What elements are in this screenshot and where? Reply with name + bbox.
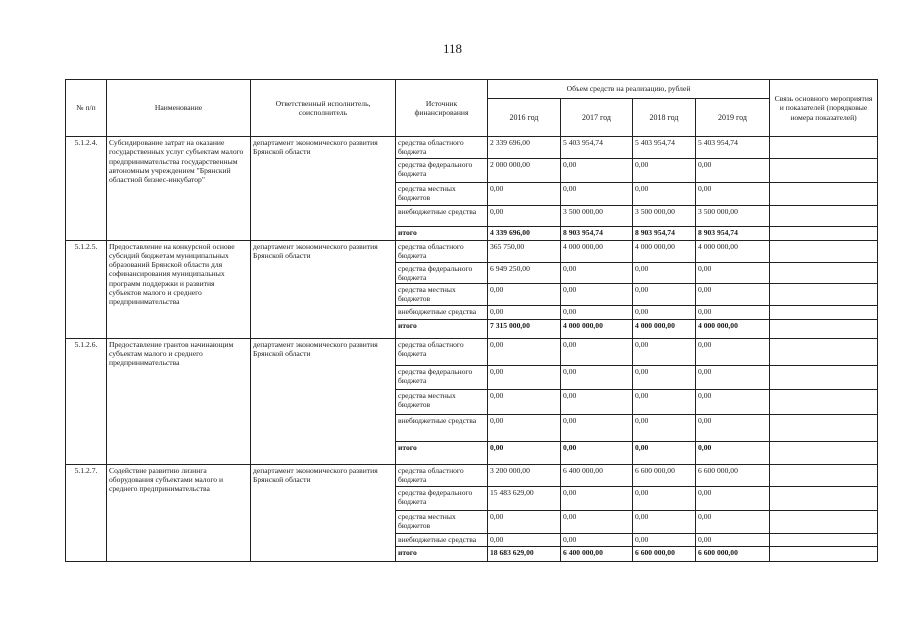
amount-cell: 0,00 xyxy=(633,486,696,510)
funding-source: средства федерального бюджета xyxy=(396,486,488,510)
table-row xyxy=(66,338,878,365)
amount-cell: 0,00 xyxy=(633,158,696,182)
amount-cell: 0,00 xyxy=(561,365,633,389)
amount-cell: 0,00 xyxy=(488,284,561,306)
funding-source: средства местных бюджетов xyxy=(396,510,488,533)
amount-cell: 0,00 xyxy=(696,305,770,319)
amount-cell: 0,00 xyxy=(488,365,561,389)
amount-cell: 3 500 000,00 xyxy=(696,205,770,226)
funding-source: средства местных бюджетов xyxy=(396,389,488,414)
indicator-link-cell xyxy=(770,389,878,414)
amount-cell: 5 403 954,74 xyxy=(696,137,770,159)
section-number: 5.1.2.7. xyxy=(66,464,107,561)
amount-cell: 6 949 250,00 xyxy=(488,262,561,284)
section-number: 5.1.2.6. xyxy=(66,338,107,464)
amount-cell: 7 315 000,00 xyxy=(488,319,561,338)
funding-source: внебюджетные средства xyxy=(396,305,488,319)
amount-cell: 0,00 xyxy=(488,389,561,414)
indicator-link-cell xyxy=(770,464,878,486)
amount-cell: 8 903 954,74 xyxy=(633,226,696,240)
amount-cell: 0,00 xyxy=(696,414,770,441)
amount-cell: 0,00 xyxy=(488,305,561,319)
section-name: Содействие развитию лизинга оборудования субъектами малого и среднего предпринимательства xyxy=(107,464,251,561)
indicator-link-cell xyxy=(770,365,878,389)
amount-cell: 0,00 xyxy=(696,182,770,205)
amount-cell: 3 200 000,00 xyxy=(488,464,561,486)
indicator-link-cell xyxy=(770,240,878,262)
amount-cell: 0,00 xyxy=(633,284,696,306)
indicator-link-cell xyxy=(770,441,878,464)
amount-cell: 0,00 xyxy=(696,338,770,365)
section-name: Предоставление на конкурсной основе субсидий бюджетам муниципальных образований Брянской области для софинансирования муниципальных программ поддержки и развития субъектов малого и среднего предпринимательства xyxy=(107,240,251,338)
amount-cell: 6 400 000,00 xyxy=(561,464,633,486)
amount-cell: 5 403 954,74 xyxy=(561,137,633,159)
amount-cell: 0,00 xyxy=(488,441,561,464)
header-name: Наименование xyxy=(107,80,251,137)
amount-cell: 4 000 000,00 xyxy=(696,240,770,262)
amount-cell: 0,00 xyxy=(633,441,696,464)
amount-cell: 4 000 000,00 xyxy=(561,240,633,262)
amount-cell: 4 000 000,00 xyxy=(633,240,696,262)
amount-cell: 0,00 xyxy=(561,389,633,414)
amount-cell: 0,00 xyxy=(633,533,696,546)
header-volume: Объем средств на реализацию, рублей xyxy=(488,80,770,99)
amount-cell: 0,00 xyxy=(633,262,696,284)
amount-cell: 0,00 xyxy=(696,486,770,510)
section-number: 5.1.2.4. xyxy=(66,137,107,241)
amount-cell: 6 600 000,00 xyxy=(633,546,696,561)
amount-cell: 0,00 xyxy=(633,182,696,205)
section-executor: департамент экономического развития Брянской области xyxy=(251,338,396,464)
amount-cell: 0,00 xyxy=(488,533,561,546)
amount-cell: 0,00 xyxy=(696,158,770,182)
funding-source: средства областного бюджета xyxy=(396,464,488,486)
indicator-link-cell xyxy=(770,486,878,510)
indicator-link-cell xyxy=(770,262,878,284)
amount-cell: 0,00 xyxy=(561,158,633,182)
amount-cell: 0,00 xyxy=(696,389,770,414)
amount-cell: 0,00 xyxy=(561,262,633,284)
amount-cell: 0,00 xyxy=(696,262,770,284)
table-row xyxy=(66,137,878,159)
section-name: Субсидирование затрат на оказание государственных услуг субъектам малого предпринимательства государственным автономным учреждением "Брянский областной бизнес-инкубатор" xyxy=(107,137,251,241)
header-year-2016: 2016 год xyxy=(488,99,561,137)
table-row xyxy=(66,464,878,486)
amount-cell: 0,00 xyxy=(696,284,770,306)
budget-table xyxy=(65,79,878,562)
amount-cell: 5 403 954,74 xyxy=(633,137,696,159)
indicator-link-cell xyxy=(770,284,878,306)
funding-source: итого xyxy=(396,319,488,338)
funding-source: внебюджетные средства xyxy=(396,205,488,226)
amount-cell: 2 000 000,00 xyxy=(488,158,561,182)
funding-source: средства федерального бюджета xyxy=(396,158,488,182)
amount-cell: 4 339 696,00 xyxy=(488,226,561,240)
amount-cell: 0,00 xyxy=(488,205,561,226)
header-source: Источник финансирования xyxy=(396,80,488,137)
amount-cell: 0,00 xyxy=(696,441,770,464)
funding-source: средства местных бюджетов xyxy=(396,284,488,306)
amount-cell: 0,00 xyxy=(633,510,696,533)
header-num: № п/п xyxy=(66,80,107,137)
amount-cell: 0,00 xyxy=(696,510,770,533)
amount-cell: 0,00 xyxy=(633,365,696,389)
amount-cell: 0,00 xyxy=(633,389,696,414)
amount-cell: 0,00 xyxy=(696,533,770,546)
amount-cell: 0,00 xyxy=(488,338,561,365)
page-number: 118 xyxy=(442,41,463,56)
amount-cell: 0,00 xyxy=(561,533,633,546)
indicator-link-cell xyxy=(770,205,878,226)
header-link: Связь основного мероприятия и показателей (порядковые номера показателей) xyxy=(770,80,878,137)
section-executor: департамент экономического развития Брянской области xyxy=(251,240,396,338)
funding-source: средства федерального бюджета xyxy=(396,365,488,389)
section-number: 5.1.2.5. xyxy=(66,240,107,338)
funding-source: итого xyxy=(396,546,488,561)
indicator-link-cell xyxy=(770,546,878,561)
funding-source: итого xyxy=(396,226,488,240)
section-name: Предоставление грантов начинающим субъектам малого и среднего предпринимательства xyxy=(107,338,251,464)
amount-cell: 0,00 xyxy=(633,305,696,319)
amount-cell: 3 500 000,00 xyxy=(561,205,633,226)
amount-cell: 0,00 xyxy=(488,182,561,205)
amount-cell: 0,00 xyxy=(561,284,633,306)
amount-cell: 6 600 000,00 xyxy=(696,546,770,561)
funding-source: средства федерального бюджета xyxy=(396,262,488,284)
amount-cell: 365 750,00 xyxy=(488,240,561,262)
funding-source: средства областного бюджета xyxy=(396,137,488,159)
indicator-link-cell xyxy=(770,137,878,159)
section-executor: департамент экономического развития Брянской области xyxy=(251,137,396,241)
table-row xyxy=(66,240,878,262)
amount-cell: 0,00 xyxy=(633,414,696,441)
funding-source: средства областного бюджета xyxy=(396,338,488,365)
amount-cell: 0,00 xyxy=(633,338,696,365)
header-executor: Ответственный исполнитель, соисполнитель xyxy=(251,80,396,137)
indicator-link-cell xyxy=(770,226,878,240)
table-body xyxy=(66,137,878,562)
amount-cell: 0,00 xyxy=(561,338,633,365)
amount-cell: 0,00 xyxy=(561,182,633,205)
funding-source: средства местных бюджетов xyxy=(396,182,488,205)
funding-source: средства областного бюджета xyxy=(396,240,488,262)
amount-cell: 3 500 000,00 xyxy=(633,205,696,226)
funding-source: итого xyxy=(396,441,488,464)
amount-cell: 8 903 954,74 xyxy=(696,226,770,240)
amount-cell: 15 483 629,00 xyxy=(488,486,561,510)
amount-cell: 8 903 954,74 xyxy=(561,226,633,240)
indicator-link-cell xyxy=(770,305,878,319)
amount-cell: 4 000 000,00 xyxy=(561,319,633,338)
indicator-link-cell xyxy=(770,319,878,338)
header-year-2019: 2019 год xyxy=(696,99,770,137)
amount-cell: 6 400 000,00 xyxy=(561,546,633,561)
amount-cell: 0,00 xyxy=(561,441,633,464)
indicator-link-cell xyxy=(770,414,878,441)
indicator-link-cell xyxy=(770,533,878,546)
amount-cell: 4 000 000,00 xyxy=(696,319,770,338)
funding-source: внебюджетные средства xyxy=(396,414,488,441)
amount-cell: 4 000 000,00 xyxy=(633,319,696,338)
amount-cell: 18 683 629,00 xyxy=(488,546,561,561)
amount-cell: 6 600 000,00 xyxy=(696,464,770,486)
amount-cell: 0,00 xyxy=(696,365,770,389)
amount-cell: 0,00 xyxy=(561,510,633,533)
header-year-2017: 2017 год xyxy=(561,99,633,137)
amount-cell: 0,00 xyxy=(488,510,561,533)
amount-cell: 0,00 xyxy=(488,414,561,441)
header-year-2018: 2018 год xyxy=(633,99,696,137)
funding-source: внебюджетные средства xyxy=(396,533,488,546)
amount-cell: 0,00 xyxy=(561,305,633,319)
table-header xyxy=(66,80,878,137)
indicator-link-cell xyxy=(770,158,878,182)
amount-cell: 0,00 xyxy=(561,486,633,510)
amount-cell: 6 600 000,00 xyxy=(633,464,696,486)
amount-cell: 0,00 xyxy=(561,414,633,441)
amount-cell: 2 339 696,00 xyxy=(488,137,561,159)
indicator-link-cell xyxy=(770,510,878,533)
indicator-link-cell xyxy=(770,182,878,205)
indicator-link-cell xyxy=(770,338,878,365)
section-executor: департамент экономического развития Брянской области xyxy=(251,464,396,561)
